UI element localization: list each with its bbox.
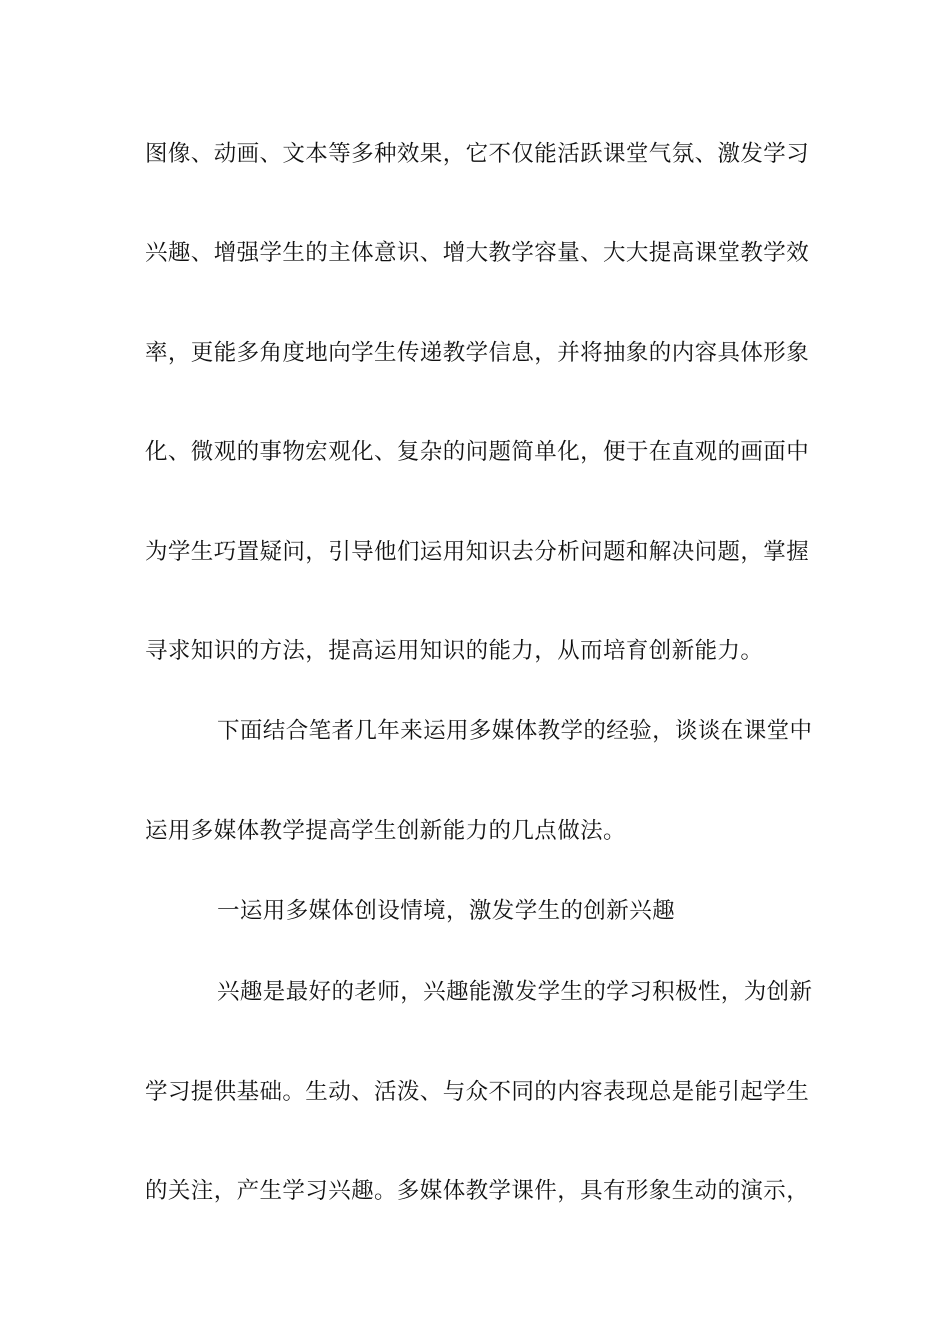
paragraph-line: 兴趣是最好的老师，兴趣能激发学生的学习积极性，为创新: [217, 979, 813, 1005]
paragraph-line: 运用多媒体教学提高学生创新能力的几点做法。: [145, 818, 626, 844]
section-heading: 一运用多媒体创设情境，激发学生的创新兴趣: [217, 898, 676, 924]
paragraph-line: 的关注，产生学习兴趣。多媒体教学课件，具有形象生动的演示，: [145, 1178, 810, 1204]
paragraph-line: 下面结合笔者几年来运用多媒体教学的经验，谈谈在课堂中: [217, 718, 813, 744]
paragraph-line: 寻求知识的方法，提高运用知识的能力，从而培育创新能力。: [145, 638, 764, 664]
paragraph-line: 图像、动画、文本等多种效果，它不仅能活跃课堂气氛、激发学习: [145, 141, 810, 167]
paragraph-line: 学习提供基础。生动、活泼、与众不同的内容表现总是能引起学生: [145, 1079, 810, 1105]
paragraph-line: 率，更能多角度地向学生传递教学信息，并将抽象的内容具体形象: [145, 340, 810, 366]
paragraph-line: 兴趣、增强学生的主体意识、增大教学容量、大大提高课堂教学效: [145, 240, 810, 266]
paragraph-line: 为学生巧置疑问，引导他们运用知识去分析问题和解决问题，掌握: [145, 539, 810, 565]
paragraph-line: 化、微观的事物宏观化、复杂的问题简单化，便于在直观的画面中: [145, 439, 810, 465]
